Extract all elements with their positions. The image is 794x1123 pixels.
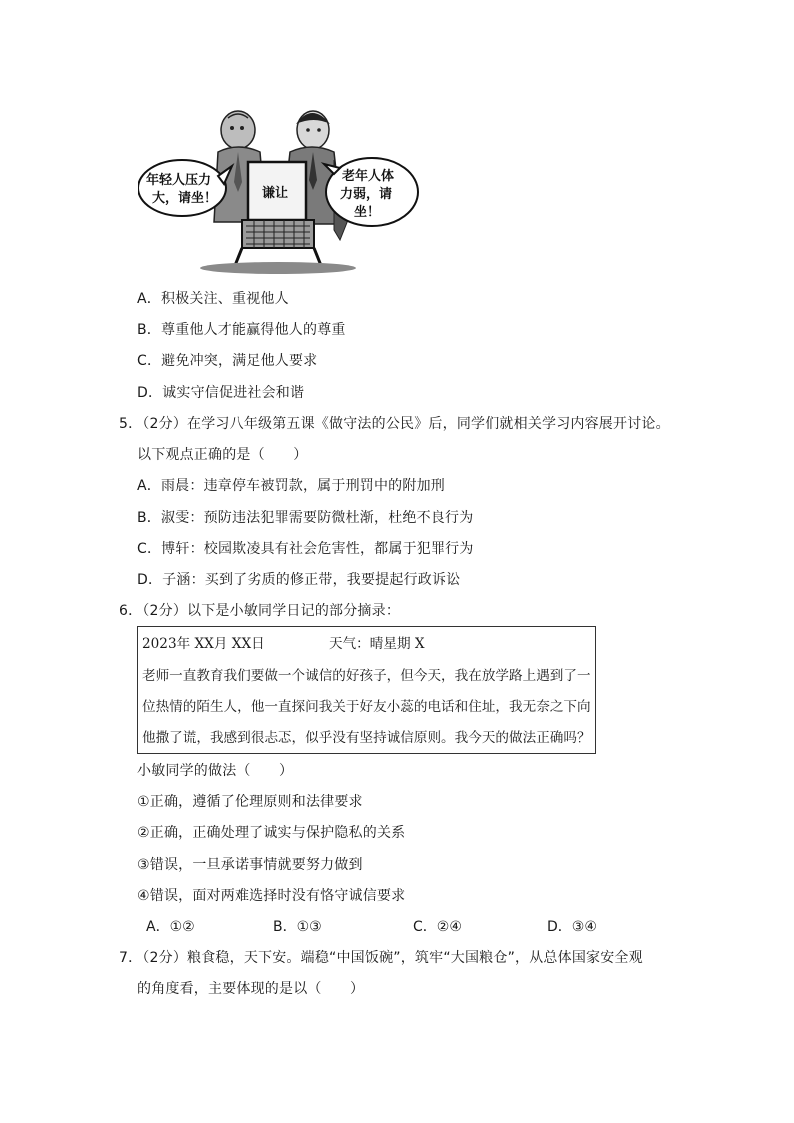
q6-stem: 6．（2分）以下是小敏同学日记的部分摘录： <box>119 603 401 619</box>
q6-statement-1: ①正确，遵循了伦理原则和法律要求 <box>137 794 363 810</box>
courtesy-illustration <box>138 100 420 276</box>
q4-option-a: A．积极关注、重视他人 <box>137 291 289 307</box>
right-bubble-line3: 坐！ <box>354 205 381 220</box>
q5-option-c: C．博轩：校园欺凌具有社会危害性，都属于犯罪行为 <box>137 541 474 557</box>
q4-option-d: D．诚实守信促进社会和谐 <box>137 385 305 401</box>
q6-statement-2: ②正确，正确处理了诚实与保护隐私的关系 <box>137 825 406 841</box>
right-bubble-line2: 力弱，请 <box>340 187 393 202</box>
diary-line-1: 老师一直教育我们要做一个诚信的好孩子，但今天，我在放学路上遇到了一 <box>142 668 591 684</box>
diary-weather: 天气：晴星期 X <box>329 636 425 652</box>
q6-statement-3: ③错误，一旦承诺事情就要努力做到 <box>137 857 363 873</box>
q5-stem-line1: 5．（2分）在学习八年级第五课《做守法的公民》后，同学们就相关学习内容展开讨论。 <box>119 416 670 432</box>
diary-line-3: 他撒了谎，我感到很忐忑，似乎没有坚持诚信原则。我今天的做法正确吗？ <box>142 730 591 746</box>
q6-option-d: D．③④ <box>547 919 597 935</box>
q6-question: 小敏同学的做法（ ） <box>137 763 294 779</box>
left-bubble-line2: 大，请坐！ <box>152 191 218 206</box>
q7-stem-line2: 的角度看，主要体现的是以（ ） <box>137 981 365 997</box>
sign-text: 谦让 <box>262 186 289 201</box>
q7-stem-line1: 7．（2分）粮食稳，天下安。端稳“中国饭碗”，筑牢“大国粮仓”，从总体国家安全观 <box>119 950 643 966</box>
q6-statement-4: ④错误，面对两难选择时没有恪守诚信要求 <box>137 888 406 904</box>
q4-option-c: C．避免冲突，满足他人要求 <box>137 353 318 369</box>
q5-stem-line2: 以下观点正确的是（ ） <box>137 447 308 463</box>
q5-option-b: B．淑雯：预防违法犯罪需要防微杜渐，杜绝不良行为 <box>137 510 474 526</box>
q5-option-d: D．子涵：买到了劣质的修正带，我要提起行政诉讼 <box>137 572 461 588</box>
q6-option-a: A．①② <box>146 919 195 935</box>
q6-option-c: C．②④ <box>413 919 462 935</box>
q5-option-a: A．雨晨：违章停车被罚款，属于刑罚中的附加刑 <box>137 478 445 494</box>
q4-option-b: B．尊重他人才能赢得他人的尊重 <box>137 322 346 338</box>
diary-excerpt-box <box>137 626 596 754</box>
diary-date: 2023年 XX月 XX日 <box>142 636 265 652</box>
right-bubble-line1: 老年人体 <box>342 169 395 184</box>
q6-option-b: B．①③ <box>273 919 322 935</box>
diary-line-2: 位热情的陌生人，他一直探问我关于好友小蕊的电话和住址，我无奈之下向 <box>142 699 591 715</box>
left-bubble-line1: 年轻人压力 <box>146 173 212 188</box>
